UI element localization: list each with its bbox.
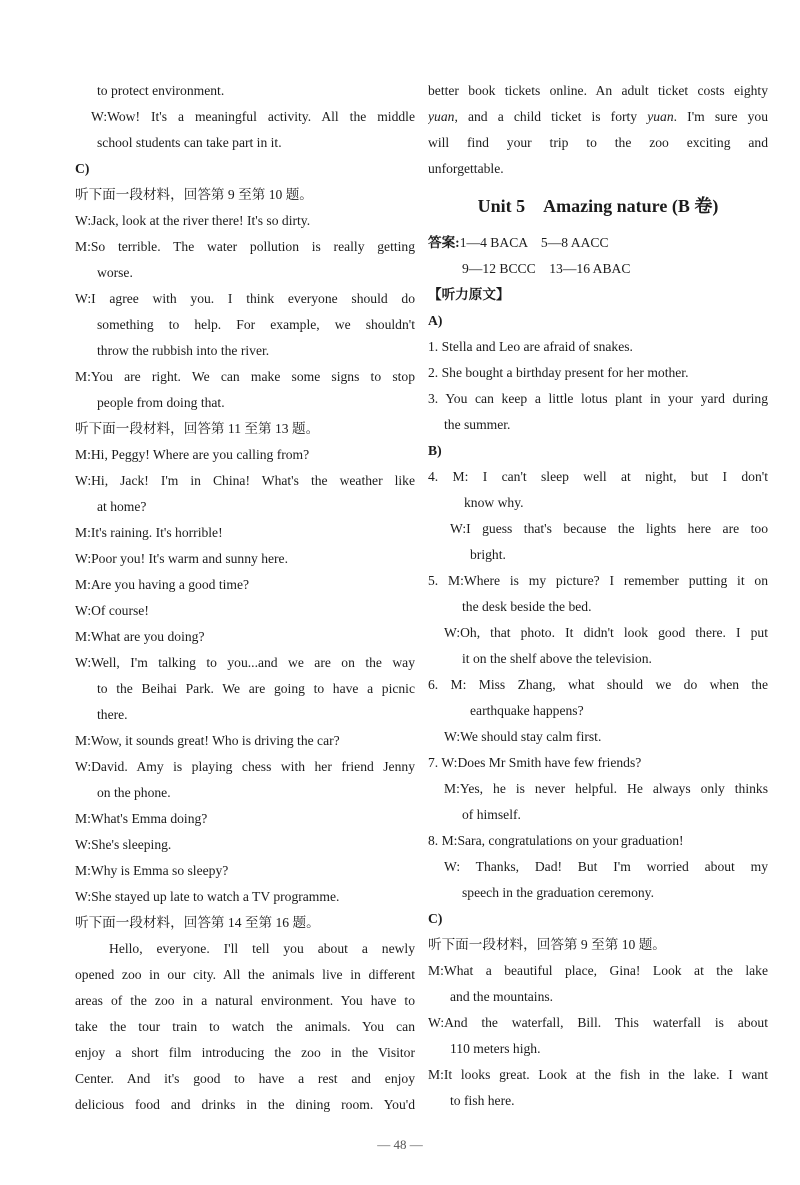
text-line: 6. M: Miss Zhang, what should we do when the [428, 677, 768, 692]
text-line: delicious food and drinks in the dining room. You'd [75, 1097, 415, 1112]
text-line: W:Poor you! It's warm and sunny here. [75, 551, 288, 566]
text-line: 8. M:Sara, congratulations on your graduation! [428, 833, 684, 848]
text-line: earthquake happens? [470, 703, 584, 718]
text-line: M:What's Emma doing? [75, 811, 208, 826]
text-line: W:And the waterfall, Bill. This waterfall is about [428, 1015, 768, 1030]
text-line: W:We should stay calm first. [444, 729, 602, 744]
text-line: W:Well, I'm talking to you...and we are on the way [75, 655, 415, 670]
text-line: on the phone. [97, 785, 171, 800]
text-line: W:Jack, look at the river there! It's so dirty. [75, 213, 311, 228]
text-line: W:Hi, Jack! I'm in China! What's the weather like [75, 473, 415, 488]
text-line: W:I agree with you. I think everyone should do [75, 291, 415, 306]
text-line: 2. She bought a birthday present for her mother. [428, 365, 689, 380]
text-line: W:She stayed up late to watch a TV programme. [75, 889, 340, 904]
text-line: M:What are you doing? [75, 629, 205, 644]
answer-line [428, 230, 768, 256]
text-line: M:Yes, he is never helpful. He always only thinks [444, 781, 768, 796]
text-line: take the tour train to watch the animals. You can [75, 1019, 415, 1034]
instruction-line: 听下面一段材料，回答第 9 至第 10 题。 [428, 937, 666, 952]
text-line: people from doing that. [97, 395, 225, 410]
text-line: 7. W:Does Mr Smith have few friends? [428, 755, 642, 770]
text-line: M:Wow, it sounds great! Who is driving the car? [75, 733, 340, 748]
text-line: M:It's raining. It's horrible! [75, 525, 223, 540]
section-label: B) [428, 443, 442, 458]
text-line: enjoy a short film introducing the zoo in the Visitor [75, 1045, 415, 1060]
text-line: know why. [464, 495, 524, 510]
text-line: M:So terrible. The water pollution is really getting [75, 239, 415, 254]
text-line: unforgettable. [428, 161, 504, 176]
text-line: worse. [97, 265, 133, 280]
text-line: M:It looks great. Look at the fish in the lake. I want [428, 1067, 768, 1082]
section-label: C) [428, 911, 443, 926]
text-line: of himself. [462, 807, 521, 822]
section-label: C) [75, 161, 90, 176]
text-line: W:Of course! [75, 603, 149, 618]
text-line: it on the shelf above the television. [462, 651, 652, 666]
text-fragment: . I'm sure you [673, 109, 768, 124]
text-line: Center. And it's good to have a rest and enjoy [75, 1071, 415, 1086]
answer-label: 答案: [428, 235, 460, 250]
text-line: school students can take part in it. [97, 135, 282, 150]
text-line [428, 104, 768, 130]
right-column [428, 78, 768, 1114]
left-column [75, 78, 415, 1118]
text-line: something to help. For example, we shouldn't [97, 317, 415, 332]
unit-title: Unit 5 Amazing nature (B 卷) [477, 196, 719, 216]
listening-header: 【听力原文】 [428, 287, 510, 302]
text-line: the desk beside the bed. [462, 599, 592, 614]
text-line: W:She's sleeping. [75, 837, 172, 852]
text-line: better book tickets online. An adult ticket costs eighty [428, 83, 768, 98]
text-line: M:Why is Emma so sleepy? [75, 863, 229, 878]
text-line: throw the rubbish into the river. [97, 343, 270, 358]
text-line: Hello, everyone. I'll tell you about a newly [109, 941, 415, 956]
instruction-line: 听下面一段材料，回答第 11 至第 13 题。 [75, 421, 320, 436]
page-number: — 48 — [377, 1137, 423, 1152]
text-line: W:I guess that's because the lights here are too [450, 521, 768, 536]
text-line: 4. M: I can't sleep well at night, but I don't [428, 469, 768, 484]
text-line: 3. You can keep a little lotus plant in your yard during [428, 391, 768, 406]
text-line: M:Are you having a good time? [75, 577, 250, 592]
text-line: to the Beihai Park. We are going to have a picnic [97, 681, 415, 696]
text-line: there. [97, 707, 128, 722]
answer-values: 1—4 BACA 5—8 AACC [459, 235, 609, 250]
text-line: opened zoo in our city. All the animals live in different [75, 967, 415, 982]
text-line: at home? [97, 499, 147, 514]
text-line: and the mountains. [450, 989, 554, 1004]
section-label: A) [428, 313, 443, 328]
text-line: 1. Stella and Leo are afraid of snakes. [428, 339, 633, 354]
text-line: will find your trip to the zoo exciting and [428, 135, 768, 150]
text-line: W:David. Amy is playing chess with her friend Jenny [75, 759, 415, 774]
text-line: W:Wow! It's a meaningful activity. All the middle [91, 109, 415, 124]
text-line: M:What a beautiful place, Gina! Look at the lake [428, 963, 768, 978]
currency-word: yuan [647, 109, 674, 124]
text-line: to fish here. [450, 1093, 515, 1108]
text-line: bright. [470, 547, 506, 562]
text-line: to protect environment. [97, 83, 225, 98]
text-line: 5. M:Where is my picture? I remember putting it on [428, 573, 768, 588]
instruction-line: 听下面一段材料，回答第 14 至第 16 题。 [75, 915, 320, 930]
text-line: W: Thanks, Dad! But I'm worried about my [444, 859, 768, 874]
text-line: M:You are right. We can make some signs to stop [75, 369, 415, 384]
text-line: the summer. [444, 417, 511, 432]
answer-line: 9—12 BCCC 13—16 ABAC [462, 261, 631, 276]
text-line: areas of the zoo in a natural environment. You have to [75, 993, 415, 1008]
instruction-line: 听下面一段材料，回答第 9 至第 10 题。 [75, 187, 313, 202]
text-line: W:Oh, that photo. It didn't look good there. I put [444, 625, 768, 640]
text-fragment: , and a child ticket is forty [454, 109, 648, 124]
text-line: M:Hi, Peggy! Where are you calling from? [75, 447, 310, 462]
currency-word: yuan [428, 109, 455, 124]
text-line: speech in the graduation ceremony. [462, 885, 654, 900]
text-line: 110 meters high. [450, 1041, 541, 1056]
